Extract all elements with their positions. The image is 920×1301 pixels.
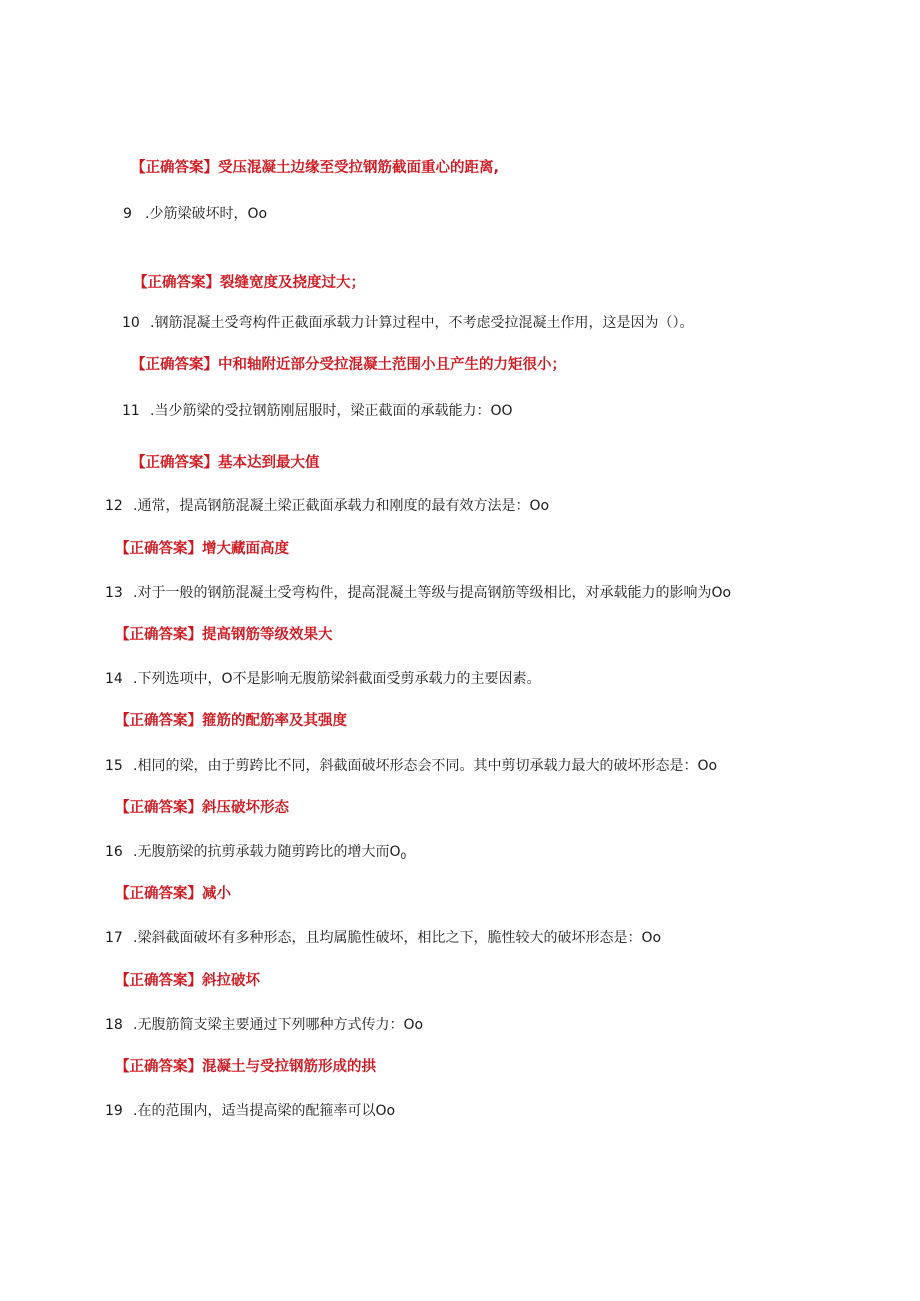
answer-text: 提高钢筋等级效果大 (202, 627, 333, 643)
answer-label: 【正确答案】 (115, 973, 202, 989)
answer-text: 斜压破坏形态 (202, 800, 289, 816)
answer-line (115, 1057, 376, 1077)
answer-line (131, 158, 499, 178)
answer-text: 增大藏面高度 (202, 541, 289, 557)
question-number: 11 (122, 403, 140, 419)
answer-text: 受压混凝土边缘至受拉钢筋截面重心的距离, (218, 160, 500, 176)
question-number: 19 (105, 1103, 123, 1119)
answer-label: 【正确答案】 (115, 1059, 202, 1075)
question-text: .相同的梁，由于剪跨比不同，斜截面破坏形态会不同。其中剪切承载力最大的破坏形态是：Oo (133, 758, 718, 774)
question-number: 14 (105, 671, 123, 687)
answer-label: 【正确答案】 (115, 627, 202, 643)
question-line (122, 313, 693, 333)
question-text: .在的范围内，适当提高梁的配箍率可以Oo (133, 1103, 396, 1119)
answer-line (115, 625, 333, 645)
question-number: 16 (105, 844, 123, 860)
answer-line (131, 355, 566, 375)
question-number: 12 (105, 498, 123, 514)
answer-text: 减小 (202, 886, 231, 902)
question-text: .钢筋混凝土受弯构件正截面承载力计算过程中，不考虑受拉混凝土作用，这是因为（）。 (150, 315, 694, 331)
question-number: 15 (105, 758, 123, 774)
answer-line (115, 798, 289, 818)
answer-label: 【正确答案】 (115, 541, 202, 557)
question-text: .少筋梁破坏时，Oo (145, 206, 268, 222)
question-line (122, 401, 513, 421)
answer-label: 【正确答案】 (115, 800, 202, 816)
question-number: 18 (105, 1017, 123, 1033)
question-text: .对于一般的钢筋混凝土受弯构件，提高混凝土等级与提高钢筋等级相比，对承载能力的影响为Oo (133, 585, 732, 601)
answer-label: 【正确答案】 (115, 713, 202, 729)
answer-line (115, 884, 231, 904)
answer-text: 混凝土与受拉钢筋形成的拱 (202, 1059, 376, 1075)
question-text: .通常，提高钢筋混凝土梁正截面承载力和刚度的最有效方法是：Oo (133, 498, 550, 514)
question-line (105, 496, 549, 516)
answer-line (115, 711, 347, 731)
question-number: 9 (123, 206, 132, 222)
answer-line (115, 971, 260, 991)
question-number: 10 (122, 315, 140, 331)
question-text: .梁斜截面破坏有多种形态，且均属脆性破坏，相比之下，脆性较大的破坏形态是：Oo (133, 930, 662, 946)
question-text: .当少筋梁的受拉钢筋刚屈服时，梁正截面的承载能力：OO (150, 403, 513, 419)
question-line (105, 1101, 395, 1121)
answer-text: 裂缝宽度及挠度过大； (220, 275, 365, 291)
question-line (105, 583, 731, 603)
answer-label: 【正确答案】 (131, 357, 218, 373)
answer-line (131, 453, 320, 473)
answer-text: 斜拉破坏 (202, 973, 260, 989)
question-line (105, 669, 540, 689)
question-text: .无腹筋简支梁主要通过下列哪种方式传力：Oo (133, 1017, 424, 1033)
answer-label: 【正确答案】 (131, 455, 218, 471)
question-number: 17 (105, 930, 123, 946)
answer-text: 中和轴附近部分受拉混凝土范围小且产生的力矩很小； (218, 357, 566, 373)
question-line (105, 928, 661, 948)
question-text: .下列选项中，O不是影响无腹筋梁斜截面受剪承载力的主要因素。 (133, 671, 541, 687)
answer-text: 基本达到最大值 (218, 455, 320, 471)
question-line (105, 1015, 423, 1035)
answer-label: 【正确答案】 (131, 160, 218, 176)
subscript-zero: 0 (400, 852, 407, 862)
question-line (105, 842, 406, 867)
answer-text: 箍筋的配筋率及其强度 (202, 713, 347, 729)
question-line (123, 204, 267, 224)
question-line (105, 756, 717, 776)
answer-label: 【正确答案】 (115, 886, 202, 902)
answer-line (133, 273, 365, 293)
answer-line (115, 539, 289, 559)
question-number: 13 (105, 585, 123, 601)
answer-label: 【正确答案】 (133, 275, 220, 291)
question-text: .无腹筋梁的抗剪承载力随剪跨比的增大而O (133, 844, 401, 860)
